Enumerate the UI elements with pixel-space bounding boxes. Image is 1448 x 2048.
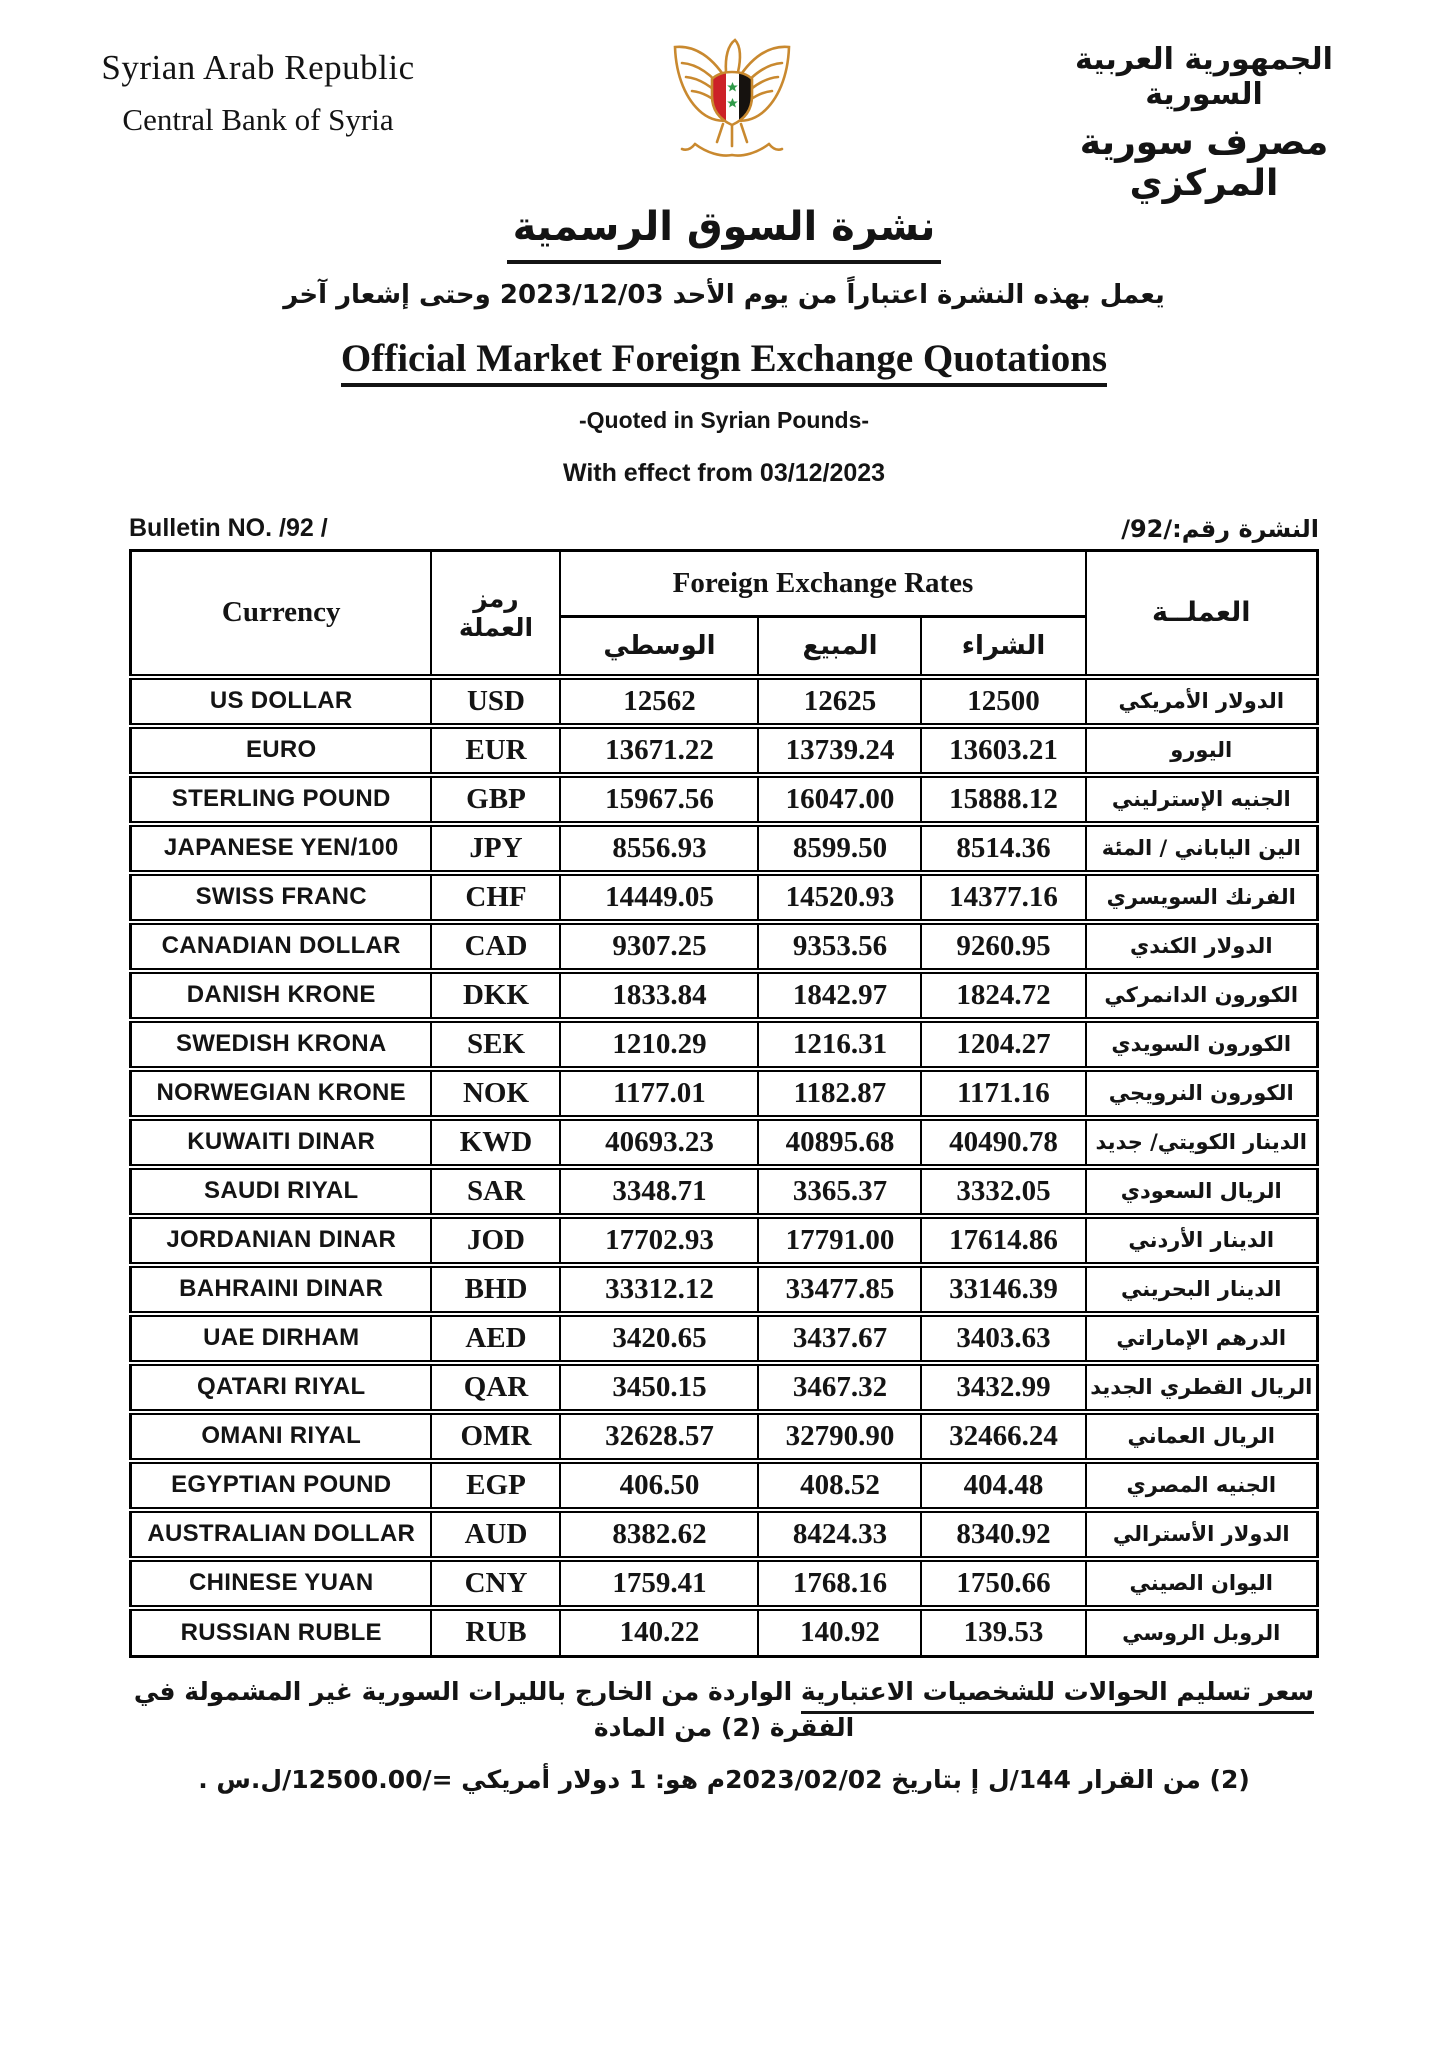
rate-sell: 1842.97 xyxy=(758,971,921,1020)
currency-name-en: SWEDISH KRONA xyxy=(130,1020,431,1069)
header-sell-rate: المبيع xyxy=(758,617,921,677)
currency-name-ar: الدينار الأردني xyxy=(1086,1216,1318,1265)
table-row xyxy=(130,1167,1317,1216)
currency-code: EGP xyxy=(431,1461,560,1510)
table-row xyxy=(130,1608,1317,1657)
footnote-line1-underlined: سعر تسليم الحوالات للشخصيات الاعتبارية xyxy=(801,1677,1314,1714)
currency-name-en: CANADIAN DOLLAR xyxy=(130,922,431,971)
currency-name-ar: الدولار الأمريكي xyxy=(1086,677,1318,726)
currency-code: CAD xyxy=(431,922,560,971)
rate-mid: 140.22 xyxy=(560,1608,758,1657)
table-row xyxy=(130,1510,1317,1559)
rate-buy: 3332.05 xyxy=(921,1167,1085,1216)
currency-name-ar: اليورو xyxy=(1086,726,1318,775)
currency-code: SEK xyxy=(431,1020,560,1069)
org-bank-en: Central Bank of Syria xyxy=(122,102,394,137)
table-row xyxy=(130,1314,1317,1363)
rate-buy: 3432.99 xyxy=(921,1363,1085,1412)
rate-sell: 13739.24 xyxy=(758,726,921,775)
rate-mid: 17702.93 xyxy=(560,1216,758,1265)
currency-name-ar: الين الياباني / المئة xyxy=(1086,824,1318,873)
rate-mid: 8556.93 xyxy=(560,824,758,873)
org-name-arabic xyxy=(1020,30,1388,204)
table-row xyxy=(130,1069,1317,1118)
bulletin-number-en: Bulletin NO. /92 / xyxy=(129,514,328,542)
currency-code: AED xyxy=(431,1314,560,1363)
rate-buy: 17614.86 xyxy=(921,1216,1085,1265)
rate-mid: 32628.57 xyxy=(560,1412,758,1461)
currency-name-ar: الكورون النرويجي xyxy=(1086,1069,1318,1118)
header-currency-code: رمز العملة xyxy=(431,551,560,677)
quoted-in-line: -Quoted in Syrian Pounds- xyxy=(578,407,870,433)
english-title: Official Market Foreign Exchange Quotations xyxy=(0,336,1448,381)
currency-name-en: EURO xyxy=(130,726,431,775)
rate-mid: 13671.22 xyxy=(560,726,758,775)
rate-sell: 12625 xyxy=(758,677,921,726)
rate-buy: 1204.27 xyxy=(921,1020,1085,1069)
rate-mid: 1833.84 xyxy=(560,971,758,1020)
arabic-effective-line: يعمل بهذه النشرة اعتباراً من يوم الأحد 2023/12/03 وحتى إشعار آخر xyxy=(283,280,1165,310)
currency-name-en: CHINESE YUAN xyxy=(130,1559,431,1608)
rate-buy: 8514.36 xyxy=(921,824,1085,873)
currency-name-ar: اليوان الصيني xyxy=(1086,1559,1318,1608)
currency-code: BHD xyxy=(431,1265,560,1314)
currency-name-en: SAUDI RIYAL xyxy=(130,1167,431,1216)
rate-buy: 139.53 xyxy=(921,1608,1085,1657)
rate-buy: 13603.21 xyxy=(921,726,1085,775)
rates-table-body xyxy=(130,677,1317,1657)
org-name-english xyxy=(72,30,444,138)
footnote-line1 xyxy=(94,1674,1354,1747)
currency-name-ar: الريال السعودي xyxy=(1086,1167,1318,1216)
rate-buy: 1824.72 xyxy=(921,971,1085,1020)
rate-sell: 1182.87 xyxy=(758,1069,921,1118)
currency-name-en: KUWAITI DINAR xyxy=(130,1118,431,1167)
currency-name-ar: الدرهم الإماراتي xyxy=(1086,1314,1318,1363)
org-country-ar: الجمهورية العربية السورية xyxy=(1075,42,1333,112)
currency-code: USD xyxy=(431,677,560,726)
currency-name-en: SWISS FRANC xyxy=(130,873,431,922)
table-row xyxy=(130,1020,1317,1069)
rate-sell: 40895.68 xyxy=(758,1118,921,1167)
arabic-title: نشرة السوق الرسمية xyxy=(0,204,1448,250)
table-row xyxy=(130,824,1317,873)
table-row xyxy=(130,726,1317,775)
rate-mid: 8382.62 xyxy=(560,1510,758,1559)
header-mid-rate: الوسطي xyxy=(560,617,758,677)
currency-code: OMR xyxy=(431,1412,560,1461)
rate-sell: 140.92 xyxy=(758,1608,921,1657)
currency-name-en: UAE DIRHAM xyxy=(130,1314,431,1363)
header-rates-group: Foreign Exchange Rates xyxy=(560,551,1085,617)
currency-code: DKK xyxy=(431,971,560,1020)
rate-sell: 1216.31 xyxy=(758,1020,921,1069)
currency-code: JOD xyxy=(431,1216,560,1265)
currency-code: EUR xyxy=(431,726,560,775)
currency-code: CHF xyxy=(431,873,560,922)
currency-name-ar: الريال القطري الجديد xyxy=(1086,1363,1318,1412)
rate-buy: 8340.92 xyxy=(921,1510,1085,1559)
rate-buy: 1171.16 xyxy=(921,1069,1085,1118)
currency-code: QAR xyxy=(431,1363,560,1412)
currency-name-ar: الفرنك السويسري xyxy=(1086,873,1318,922)
currency-name-en: JORDANIAN DINAR xyxy=(130,1216,431,1265)
rate-sell: 408.52 xyxy=(758,1461,921,1510)
rate-buy: 3403.63 xyxy=(921,1314,1085,1363)
currency-name-ar: الكورون السويدي xyxy=(1086,1020,1318,1069)
currency-name-en: QATARI RIYAL xyxy=(130,1363,431,1412)
currency-name-en: STERLING POUND xyxy=(130,775,431,824)
rate-mid: 15967.56 xyxy=(560,775,758,824)
rate-mid: 3450.15 xyxy=(560,1363,758,1412)
header-buy-rate: الشراء xyxy=(921,617,1085,677)
org-country-en: Syrian Arab Republic xyxy=(101,48,415,87)
rate-sell: 17791.00 xyxy=(758,1216,921,1265)
currency-name-en: NORWEGIAN KRONE xyxy=(130,1069,431,1118)
rate-mid: 14449.05 xyxy=(560,873,758,922)
rate-buy: 40490.78 xyxy=(921,1118,1085,1167)
rate-buy: 404.48 xyxy=(921,1461,1085,1510)
currency-name-en: JAPANESE YEN/100 xyxy=(130,824,431,873)
rate-mid: 3420.65 xyxy=(560,1314,758,1363)
org-bank-ar: مصرف سورية المركزي xyxy=(1079,122,1329,204)
rate-sell: 3365.37 xyxy=(758,1167,921,1216)
rate-sell: 8599.50 xyxy=(758,824,921,873)
footnote-line2: (2) من القرار 144/ل إ بتاريخ 2023/02/02م هو: 1 دولار أمريكي =/12500.00/ل.س . xyxy=(198,1764,1250,1794)
rate-buy: 32466.24 xyxy=(921,1412,1085,1461)
currency-name-en: DANISH KRONE xyxy=(130,971,431,1020)
title-block xyxy=(0,204,1448,488)
rate-mid: 406.50 xyxy=(560,1461,758,1510)
currency-name-en: RUSSIAN RUBLE xyxy=(130,1608,431,1657)
table-row xyxy=(130,677,1317,726)
rate-mid: 1210.29 xyxy=(560,1020,758,1069)
rate-sell: 33477.85 xyxy=(758,1265,921,1314)
currency-name-en: OMANI RIYAL xyxy=(130,1412,431,1461)
table-row xyxy=(130,1412,1317,1461)
rate-sell: 32790.90 xyxy=(758,1412,921,1461)
currency-name-ar: الدينار الكويتي/ جديد xyxy=(1086,1118,1318,1167)
currency-code: AUD xyxy=(431,1510,560,1559)
currency-code: KWD xyxy=(431,1118,560,1167)
rate-sell: 3467.32 xyxy=(758,1363,921,1412)
rate-buy: 15888.12 xyxy=(921,775,1085,824)
currency-name-ar: الروبل الروسي xyxy=(1086,1608,1318,1657)
table-row xyxy=(130,775,1317,824)
table-row xyxy=(130,1559,1317,1608)
currency-name-ar: الريال العماني xyxy=(1086,1412,1318,1461)
syria-eagle-emblem-icon xyxy=(666,32,798,164)
rate-mid: 40693.23 xyxy=(560,1118,758,1167)
bulletin-number-row xyxy=(129,514,1319,543)
effective-date-line: With effect from 03/12/2023 xyxy=(562,459,886,487)
rate-sell: 14520.93 xyxy=(758,873,921,922)
currency-name-ar: الكورون الدانمركي xyxy=(1086,971,1318,1020)
currency-name-en: EGYPTIAN POUND xyxy=(130,1461,431,1510)
rate-buy: 9260.95 xyxy=(921,922,1085,971)
currency-code: SAR xyxy=(431,1167,560,1216)
rate-mid: 12562 xyxy=(560,677,758,726)
currency-code: GBP xyxy=(431,775,560,824)
rate-sell: 1768.16 xyxy=(758,1559,921,1608)
currency-name-ar: الدينار البحريني xyxy=(1086,1265,1318,1314)
table-row xyxy=(130,922,1317,971)
bulletin-number-ar: النشرة رقم:/92/ xyxy=(1121,515,1319,543)
table-row xyxy=(130,873,1317,922)
header-currency-ar: العملــة xyxy=(1086,551,1318,677)
currency-name-ar: الدولار الأسترالي xyxy=(1086,1510,1318,1559)
currency-code: CNY xyxy=(431,1559,560,1608)
currency-name-en: US DOLLAR xyxy=(130,677,431,726)
masthead xyxy=(0,0,1448,204)
rate-mid: 1759.41 xyxy=(560,1559,758,1608)
currency-code: RUB xyxy=(431,1608,560,1657)
table-row xyxy=(130,1461,1317,1510)
footnote-line1-rest: الواردة من الخارج بالليرات السورية غير المشمولة في الفقرة (2) من المادة xyxy=(133,1677,855,1743)
rate-sell: 8424.33 xyxy=(758,1510,921,1559)
currency-code: JPY xyxy=(431,824,560,873)
currency-name-ar: الجنيه الإسترليني xyxy=(1086,775,1318,824)
footnotes xyxy=(94,1674,1354,1794)
table-row xyxy=(130,1265,1317,1314)
rate-buy: 33146.39 xyxy=(921,1265,1085,1314)
rate-sell: 16047.00 xyxy=(758,775,921,824)
table-row xyxy=(130,1363,1317,1412)
rate-sell: 9353.56 xyxy=(758,922,921,971)
currency-name-ar: الدولار الكندي xyxy=(1086,922,1318,971)
currency-name-en: BAHRAINI DINAR xyxy=(130,1265,431,1314)
rate-mid: 9307.25 xyxy=(560,922,758,971)
currency-name-ar: الجنيه المصري xyxy=(1086,1461,1318,1510)
table-row xyxy=(130,971,1317,1020)
rate-sell: 3437.67 xyxy=(758,1314,921,1363)
header-currency-en: Currency xyxy=(130,551,431,677)
fx-rates-table xyxy=(129,549,1319,1658)
currency-name-en: AUSTRALIAN DOLLAR xyxy=(130,1510,431,1559)
table-row xyxy=(130,1118,1317,1167)
table-row xyxy=(130,1216,1317,1265)
rate-buy: 14377.16 xyxy=(921,873,1085,922)
currency-code: NOK xyxy=(431,1069,560,1118)
rate-buy: 1750.66 xyxy=(921,1559,1085,1608)
rate-mid: 33312.12 xyxy=(560,1265,758,1314)
rate-mid: 3348.71 xyxy=(560,1167,758,1216)
rate-buy: 12500 xyxy=(921,677,1085,726)
rate-mid: 1177.01 xyxy=(560,1069,758,1118)
